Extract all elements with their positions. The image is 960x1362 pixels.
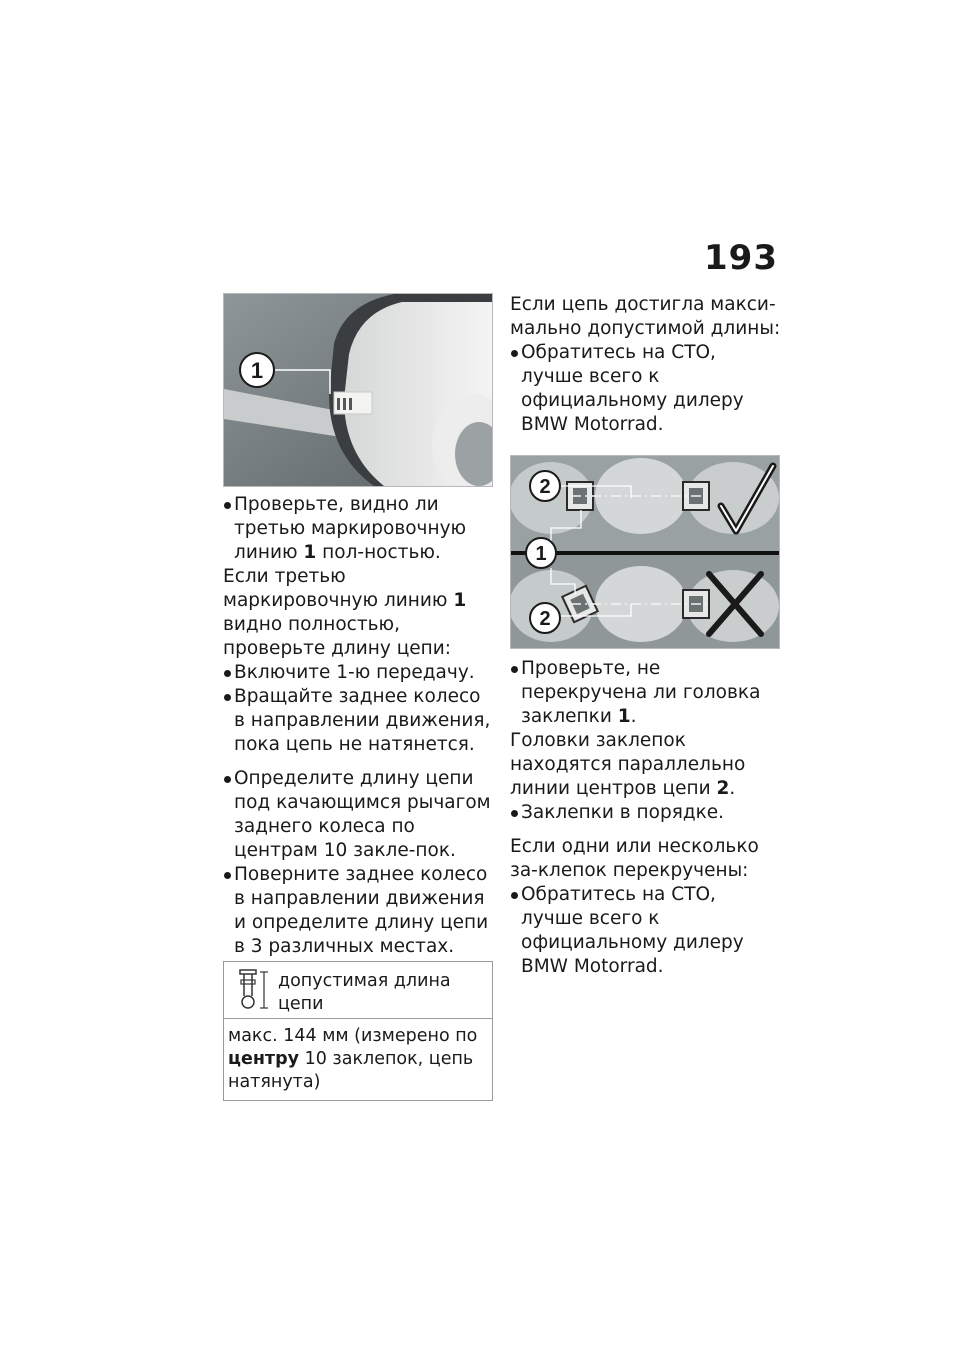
spec-value: макс. 144 мм (измерено по центру 10 заклепок, цепь натянута) — [228, 1026, 478, 1092]
result-rivets-ok: Заклепки в порядке. — [510, 801, 782, 825]
condition-max-length: Если цепь достигла макси-мально допустимой длины: — [510, 294, 781, 339]
figure-callout-1: 1 — [535, 543, 547, 565]
figure-callout-2-top: 2 — [539, 476, 551, 498]
instruction-check-rivet-twist: Проверьте, не перекручена ли головка заклепки 1. — [510, 657, 782, 729]
condition-rivets-parallel: Головки заклепок находятся параллельно линии центров цепи 2. — [510, 730, 746, 799]
chain-rivet-diagram — [510, 455, 780, 649]
chain-length-icon — [238, 968, 272, 1012]
spec-box-chain-length — [223, 961, 493, 1101]
instruction-first-gear: Включите 1-ю передачу. — [223, 661, 493, 685]
instruction-contact-dealer: Обратитесь на СТО, лучше всего к официальному дилеру BMW Motorrad. — [510, 341, 782, 437]
instruction-contact-dealer-2: Обратитесь на СТО, лучше всего к официальному дилеру BMW Motorrad. — [510, 883, 782, 979]
figure-callout-2-bottom: 2 — [539, 608, 551, 630]
condition-line-visible: Если третью маркировочную линию 1 видно полностью, проверьте длину цепи: — [223, 566, 467, 659]
instruction-rotate-wheel: Вращайте заднее колесо в направлении движения, пока цепь не натянется. — [223, 685, 493, 757]
left-column — [223, 293, 493, 1101]
page-number: 193 — [704, 238, 778, 278]
instruction-check-third-line: Проверьте, видно ли третью маркировочную линию 1 пол-ностью. — [223, 493, 493, 565]
spec-title: допустимая длина цепи — [278, 971, 451, 1014]
instruction-measure-chain: Определите длину цепи под качающимся рычагом заднего колеса по центрам 10 закле-пок. — [223, 767, 493, 863]
chain-adjuster-photo — [223, 293, 493, 487]
instruction-measure-three-places: Поверните заднее колесо в направлении движения и определите длину цепи в 3 различных местах. — [223, 863, 493, 959]
right-column — [510, 293, 782, 979]
figure-callout-1: 1 — [250, 358, 264, 383]
condition-rivets-twisted: Если одни или несколько за-клепок перекручены: — [510, 836, 759, 881]
